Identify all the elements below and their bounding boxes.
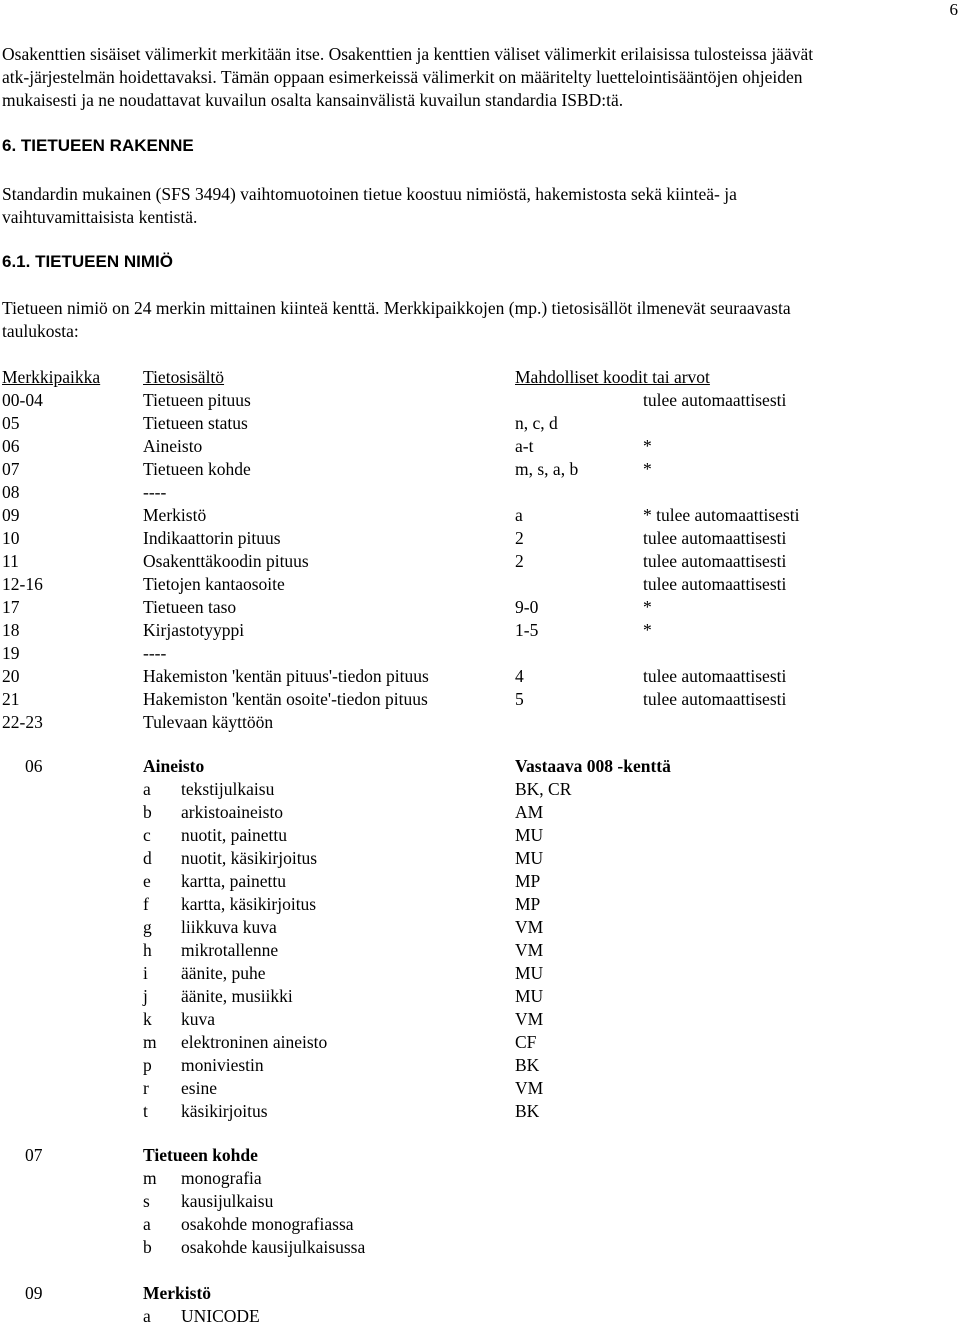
list-item	[0, 1008, 900, 1031]
table-row	[2, 619, 902, 642]
list-item	[0, 1100, 900, 1123]
item-008-field: VM	[515, 940, 544, 960]
item-008-field: MU	[515, 848, 544, 868]
item-label: monografia	[181, 1168, 262, 1188]
code-number: 07	[25, 1145, 43, 1165]
cell-codes: 4	[515, 666, 524, 686]
cell-position: 06	[2, 436, 20, 456]
item-label: nuotit, käsikirjoitus	[181, 848, 318, 868]
item-008-field: BK	[515, 1055, 540, 1075]
item-label: kartta, käsikirjoitus	[181, 894, 317, 914]
table-row	[2, 665, 902, 688]
item-code: d	[143, 848, 152, 868]
item-label: moniviestin	[181, 1055, 264, 1075]
cell-position: 10	[2, 528, 20, 548]
intro-paragraph	[2, 43, 922, 112]
item-code: s	[143, 1191, 150, 1211]
cell-content: Tietueen status	[143, 413, 248, 433]
item-code: a	[143, 1214, 151, 1234]
section-6-1-heading: 6.1. TIETUEEN NIMIÖ	[2, 252, 173, 271]
cell-position: 09	[2, 505, 20, 525]
cell-position: 19	[2, 643, 20, 663]
item-label: liikkuva kuva	[181, 917, 277, 937]
list-item	[0, 1077, 900, 1100]
column-header: Merkkipaikka	[2, 367, 101, 387]
table-row	[2, 527, 902, 550]
table-row	[2, 389, 902, 412]
item-label: elektroninen aineisto	[181, 1032, 328, 1052]
code-title: Merkistö	[143, 1283, 212, 1303]
table-row	[2, 481, 902, 504]
code-07-block	[0, 1144, 900, 1259]
code-number: 09	[25, 1283, 43, 1303]
item-008-field: MP	[515, 894, 541, 914]
item-label: kuva	[181, 1009, 216, 1029]
paragraph-line: Tietueen nimiö on 24 merkin mittainen kiinteä kenttä. Merkkipaikkojen (mp.) tietosisällöt ilmenevät seuraavasta	[2, 298, 791, 318]
code-block-header	[0, 755, 900, 778]
code-block-header	[0, 1282, 900, 1305]
item-code: t	[143, 1101, 148, 1121]
cell-note: tulee automaattisesti	[643, 528, 787, 548]
code-title: Tietueen kohde	[143, 1145, 258, 1165]
item-label: UNICODE	[181, 1306, 260, 1326]
list-item	[0, 939, 900, 962]
list-item	[0, 916, 900, 939]
item-code: m	[143, 1168, 157, 1188]
table-row	[2, 596, 902, 619]
item-label: mikrotallenne	[181, 940, 279, 960]
code-title: Aineisto	[143, 756, 205, 776]
code-column-title: Vastaava 008 -kenttä	[515, 756, 671, 776]
item-code: c	[143, 825, 151, 845]
cell-position: 00-04	[2, 390, 43, 410]
cell-note: tulee automaattisesti	[643, 689, 787, 709]
cell-content: Tietueen pituus	[143, 390, 251, 410]
cell-content: Osakenttäkoodin pituus	[143, 551, 309, 571]
list-item	[0, 962, 900, 985]
paragraph-line: vaihtuvamittaisista kentistä.	[2, 207, 198, 227]
cell-note: *	[643, 436, 652, 456]
item-code: r	[143, 1078, 149, 1098]
table-row	[2, 504, 902, 527]
paragraph-line: taulukosta:	[2, 321, 79, 341]
item-label: nuotit, painettu	[181, 825, 287, 845]
intro-line: Osakenttien sisäiset välimerkit merkitään itse. Osakenttien ja kenttien väliset välimerkit erilaisissa tulosteissa jäävät	[2, 44, 814, 64]
cell-codes: 5	[515, 689, 524, 709]
cell-position: 11	[2, 551, 19, 571]
list-item	[0, 1031, 900, 1054]
cell-position: 22-23	[2, 712, 43, 732]
item-008-field: BK, CR	[515, 779, 572, 799]
intro-line: atk-järjestelmän hoidettavaksi. Tämän oppaan esimerkeissä välimerkit on määritelty luettelointisääntöjen ohjeiden	[2, 67, 803, 87]
item-008-field: CF	[515, 1032, 537, 1052]
leader-table	[2, 366, 902, 734]
list-item	[0, 824, 900, 847]
list-item	[0, 985, 900, 1008]
cell-codes: 2	[515, 551, 524, 571]
cell-codes: m, s, a, b	[515, 459, 579, 479]
column-header: Tietosisältö	[143, 367, 225, 387]
code-block-header	[0, 1144, 900, 1167]
item-label: osakohde monografiassa	[181, 1214, 354, 1234]
paragraph-line: Standardin mukainen (SFS 3494) vaihtomuotoinen tietue koostuu nimiöstä, hakemistosta sekä kiinteä- ja	[2, 184, 737, 204]
code-09-block	[0, 1282, 900, 1328]
cell-position: 07	[2, 459, 20, 479]
item-code: f	[143, 894, 149, 914]
list-item	[0, 778, 900, 801]
item-code: i	[143, 963, 148, 983]
cell-content: Kirjastotyyppi	[143, 620, 245, 640]
cell-note: tulee automaattisesti	[643, 390, 787, 410]
cell-codes: 9-0	[515, 597, 539, 617]
cell-codes: a-t	[515, 436, 534, 456]
table-row	[2, 550, 902, 573]
table-row	[2, 573, 902, 596]
cell-codes: n, c, d	[515, 413, 558, 433]
cell-content: Indikaattorin pituus	[143, 528, 281, 548]
page-number: 6	[949, 0, 958, 19]
code-number: 06	[25, 756, 43, 776]
item-code: b	[143, 1237, 152, 1257]
cell-content: ----	[143, 643, 167, 663]
cell-position: 20	[2, 666, 20, 686]
item-code: g	[143, 917, 152, 937]
table-row	[2, 412, 902, 435]
cell-content: Hakemiston 'kentän pituus'-tiedon pituus	[143, 666, 429, 686]
cell-content: Tietueen taso	[143, 597, 237, 617]
item-label: äänite, musiikki	[181, 986, 293, 1006]
item-code: h	[143, 940, 152, 960]
cell-position: 18	[2, 620, 20, 640]
cell-codes: a	[515, 505, 523, 525]
table-row	[2, 688, 902, 711]
cell-note: tulee automaattisesti	[643, 574, 787, 594]
cell-position: 21	[2, 689, 20, 709]
item-008-field: MP	[515, 871, 541, 891]
cell-content: Tulevaan käyttöön	[143, 712, 274, 732]
item-label: arkistoaineisto	[181, 802, 284, 822]
item-008-field: VM	[515, 1078, 544, 1098]
cell-position: 17	[2, 597, 20, 617]
item-008-field: AM	[515, 802, 544, 822]
item-code: k	[143, 1009, 152, 1029]
cell-content: Hakemiston 'kentän osoite'-tiedon pituus	[143, 689, 428, 709]
cell-note: *	[643, 620, 652, 640]
table-header-row	[2, 366, 902, 389]
item-label: kartta, painettu	[181, 871, 286, 891]
cell-content: Aineisto	[143, 436, 203, 456]
list-item	[0, 1236, 900, 1259]
table-row	[2, 458, 902, 481]
cell-position: 05	[2, 413, 20, 433]
item-008-field: VM	[515, 917, 544, 937]
cell-codes: 2	[515, 528, 524, 548]
cell-note: * tulee automaattisesti	[643, 505, 800, 525]
item-008-field: MU	[515, 986, 544, 1006]
cell-content: Tietueen kohde	[143, 459, 251, 479]
item-label: kausijulkaisu	[181, 1191, 274, 1211]
item-label: käsikirjoitus	[181, 1101, 268, 1121]
cell-note: *	[643, 597, 652, 617]
item-code: p	[143, 1055, 152, 1075]
list-item	[0, 1190, 900, 1213]
item-code: m	[143, 1032, 157, 1052]
list-item	[0, 801, 900, 824]
section-6-1-paragraph	[2, 297, 922, 343]
item-label: äänite, puhe	[181, 963, 266, 983]
cell-content: ----	[143, 482, 167, 502]
list-item	[0, 847, 900, 870]
table-row	[2, 435, 902, 458]
cell-note: *	[643, 459, 652, 479]
code-06-block	[0, 755, 900, 1123]
item-008-field: BK	[515, 1101, 540, 1121]
list-item	[0, 870, 900, 893]
table-row	[2, 642, 902, 665]
item-label: esine	[181, 1078, 217, 1098]
item-code: a	[143, 1306, 151, 1326]
section-6-heading: 6. TIETUEEN RAKENNE	[2, 136, 194, 155]
item-008-field: VM	[515, 1009, 544, 1029]
cell-content: Tietojen kantaosoite	[143, 574, 285, 594]
section-6-paragraph	[2, 183, 922, 229]
list-item	[0, 893, 900, 916]
item-label: osakohde kausijulkaisussa	[181, 1237, 366, 1257]
item-code: j	[143, 986, 148, 1006]
list-item	[0, 1167, 900, 1190]
item-008-field: MU	[515, 825, 544, 845]
item-label: tekstijulkaisu	[181, 779, 275, 799]
list-item	[0, 1054, 900, 1077]
item-code: a	[143, 779, 151, 799]
table-row	[2, 711, 902, 734]
list-item	[0, 1213, 900, 1236]
cell-note: tulee automaattisesti	[643, 551, 787, 571]
item-008-field: MU	[515, 963, 544, 983]
cell-note: tulee automaattisesti	[643, 666, 787, 686]
cell-codes: 1-5	[515, 620, 539, 640]
cell-position: 12-16	[2, 574, 43, 594]
cell-content: Merkistö	[143, 505, 207, 525]
item-code: e	[143, 871, 151, 891]
cell-position: 08	[2, 482, 20, 502]
column-header: Mahdolliset koodit tai arvot	[515, 367, 710, 387]
intro-line: mukaisesti ja ne noudattavat kuvailun osalta kansainvälistä kuvailun standardia ISBD:tä.	[2, 90, 624, 110]
item-code: b	[143, 802, 152, 822]
